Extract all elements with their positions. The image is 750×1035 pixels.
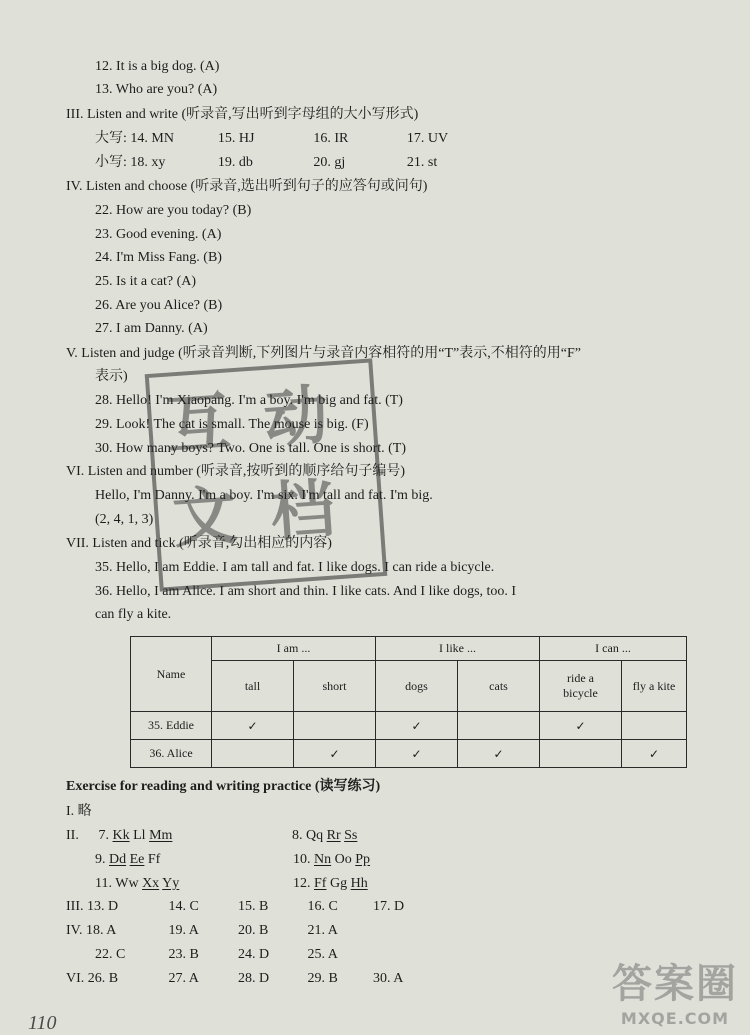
tick-cell: ✓ <box>212 712 294 740</box>
answer-20: 20. gj <box>313 155 346 170</box>
tick-cell: ✓ <box>540 712 622 740</box>
section-7-title: VII. Listen and tick (听录音,勾出相应的内容) <box>66 536 332 551</box>
answer-r15: 15. B <box>238 899 269 914</box>
header-ride-line-2: bicycle <box>563 686 598 700</box>
tick-cell <box>294 712 376 740</box>
q8-number: 8. <box>292 828 303 843</box>
section-4-title: IV. Listen and choose (听录音,选出听到句子的应答句或问句) <box>66 179 428 194</box>
q8-ss: Ss <box>344 828 358 843</box>
q7-kk: Kk <box>112 828 130 843</box>
q10-number: 10. <box>293 852 311 867</box>
tick-cell: ✓ <box>458 740 540 768</box>
answer-13: 13. Who are you? (A) <box>95 82 218 97</box>
tick-table <box>130 636 687 767</box>
header-ride-line-1: ride a <box>567 671 594 685</box>
stamp-char: 档 <box>268 472 338 551</box>
answer-25: 25. Is it a cat? (A) <box>95 274 197 289</box>
answer-r21: 21. A <box>307 923 338 938</box>
group-i-like: I like ... <box>376 637 540 661</box>
q9-ee: Ee <box>129 852 145 867</box>
name-header: Name <box>131 637 212 712</box>
answer-23: 23. Good evening. (A) <box>95 227 222 242</box>
reading-row-9-10 <box>95 851 371 869</box>
answer-r23: 23. B <box>168 947 199 962</box>
answer-r13: III. 13. D <box>66 899 119 914</box>
tick-cell <box>622 712 687 740</box>
answer-r25: 25. A <box>307 947 338 962</box>
answer-26: 26. Are you Alice? (B) <box>95 298 223 313</box>
q7-number: 7. <box>98 828 109 843</box>
q11-xx: Xx <box>142 876 160 891</box>
q11-number: 11. <box>95 876 112 891</box>
stamp-char: 文 <box>170 479 240 558</box>
tick-cell: ✓ <box>622 740 687 768</box>
section-2-label: II. <box>66 828 79 843</box>
q7-mm: Mm <box>149 828 173 843</box>
answer-36: 36. Hello, I am Alice. I am short and thin. I like cats. And I like dogs, too. I <box>95 584 517 599</box>
header-short: short <box>294 661 376 712</box>
q10-nn: Nn <box>314 852 332 867</box>
answer-24: 24. I'm Miss Fang. (B) <box>95 250 222 265</box>
section-3-title: III. Listen and write (听录音,写出听到字母组的大小写形式) <box>66 107 419 122</box>
tick-cell <box>458 712 540 740</box>
q8-rr: Rr <box>326 828 341 843</box>
table-row <box>131 712 687 740</box>
row-name: 36. Alice <box>131 740 212 768</box>
stamp-char: 动 <box>261 378 331 457</box>
section-6-answer: (2, 4, 1, 3) <box>95 512 154 527</box>
answer-r22: 22. C <box>95 947 126 962</box>
watermark-logo: 答案圈 <box>612 961 738 1007</box>
reading-section-3 <box>66 898 404 916</box>
site-watermark <box>612 952 738 1028</box>
q12-hh: Hh <box>350 876 368 891</box>
answer-r27: 27. A <box>168 971 199 986</box>
q11-yy: Yy <box>162 876 180 891</box>
reading-row-7-8 <box>66 827 358 845</box>
q12-gg: Gg <box>329 876 348 891</box>
answer-28: 28. Hello! I'm Xiaopang. I'm a boy. I'm big and fat. (T) <box>95 393 403 408</box>
lower-row <box>95 154 437 172</box>
lower-label: 小写: <box>95 155 127 170</box>
table-row <box>131 740 687 768</box>
answer-r18: IV. 18. A <box>66 923 117 938</box>
header-tall: tall <box>212 661 294 712</box>
q12-number: 12. <box>293 876 311 891</box>
upper-label: 大写: <box>95 131 127 146</box>
q10-pp: Pp <box>355 852 371 867</box>
answer-12: 12. It is a big dog. (A) <box>95 59 220 74</box>
answer-r24: 24. D <box>238 947 270 962</box>
reading-section-4b <box>95 946 338 964</box>
q10-oo: Oo <box>334 852 352 867</box>
answer-r26: VI. 26. B <box>66 971 119 986</box>
group-i-am: I am ... <box>212 637 376 661</box>
answer-r20: 20. B <box>238 923 269 938</box>
reading-section-4 <box>66 922 338 940</box>
answer-16: 16. IR <box>313 131 349 146</box>
answer-27: 27. I am Danny. (A) <box>95 321 208 336</box>
header-dogs: dogs <box>376 661 458 712</box>
q11-ww: Ww <box>115 876 139 891</box>
answer-19: 19. db <box>217 155 253 170</box>
section-5-title: V. Listen and judge (听录音判断,下列图片与录音内容相符的用“T”表示,不相符的用“F” <box>66 346 581 361</box>
answer-r14: 14. C <box>168 899 199 914</box>
header-fly-kite: fly a kite <box>622 661 687 712</box>
answer-15: 15. HJ <box>217 131 255 146</box>
header-ride-bicycle <box>540 661 622 712</box>
answer-18: 18. xy <box>130 155 166 170</box>
tick-cell: ✓ <box>376 740 458 768</box>
answer-r17: 17. D <box>373 899 405 914</box>
answer-r29: 29. B <box>307 971 338 986</box>
tick-cell: ✓ <box>376 712 458 740</box>
reading-section-6 <box>66 970 403 988</box>
q9-dd: Dd <box>109 852 127 867</box>
answer-30: 30. How many boys? Two. One is tall. One is short. (T) <box>95 441 407 456</box>
tick-cell: ✓ <box>294 740 376 768</box>
section-5-title-cont: 表示) <box>95 369 128 384</box>
reading-section-1: I. 略 <box>66 804 92 819</box>
answer-21: 21. st <box>406 155 438 170</box>
q7-ll: Ll <box>133 828 146 843</box>
answer-r30: 30. A <box>373 971 404 986</box>
answer-36-cont: can fly a kite. <box>95 607 172 622</box>
watermark-url: MXQE.COM <box>620 1009 730 1028</box>
answer-r16: 16. C <box>307 899 338 914</box>
section-6-text: Hello, I'm Danny. I'm a boy. I'm six. I'm tall and fat. I'm big. <box>95 488 433 503</box>
answer-17: 17. UV <box>406 131 449 146</box>
reading-row-11-12 <box>95 875 368 893</box>
header-cats: cats <box>458 661 540 712</box>
answer-35: 35. Hello, I am Eddie. I am tall and fat. I like dogs. I can ride a bicycle. <box>95 560 495 575</box>
tick-cell <box>212 740 294 768</box>
group-i-can: I can ... <box>540 637 687 661</box>
answer-r19: 19. A <box>168 923 199 938</box>
q12-ff: Ff <box>314 876 327 891</box>
answer-29: 29. Look! The cat is small. The mouse is big. (F) <box>95 417 369 432</box>
section-6-title: VI. Listen and number (听录音,按听到的顺序给句子编号) <box>66 464 406 479</box>
stamp-char: 互 <box>163 385 233 464</box>
reading-title: Exercise for reading and writing practice (读写练习) <box>66 779 381 794</box>
answer-r28: 28. D <box>238 971 270 986</box>
answer-14: 14. MN <box>130 131 174 146</box>
q9-number: 9. <box>95 852 106 867</box>
q8-qq: Qq <box>306 828 324 843</box>
tick-cell <box>540 740 622 768</box>
answer-22: 22. How are you today? (B) <box>95 203 252 218</box>
upper-row <box>95 130 448 148</box>
page-number: 110 <box>28 1012 57 1034</box>
q9-ff: Ff <box>147 852 161 867</box>
row-name: 35. Eddie <box>131 712 212 740</box>
